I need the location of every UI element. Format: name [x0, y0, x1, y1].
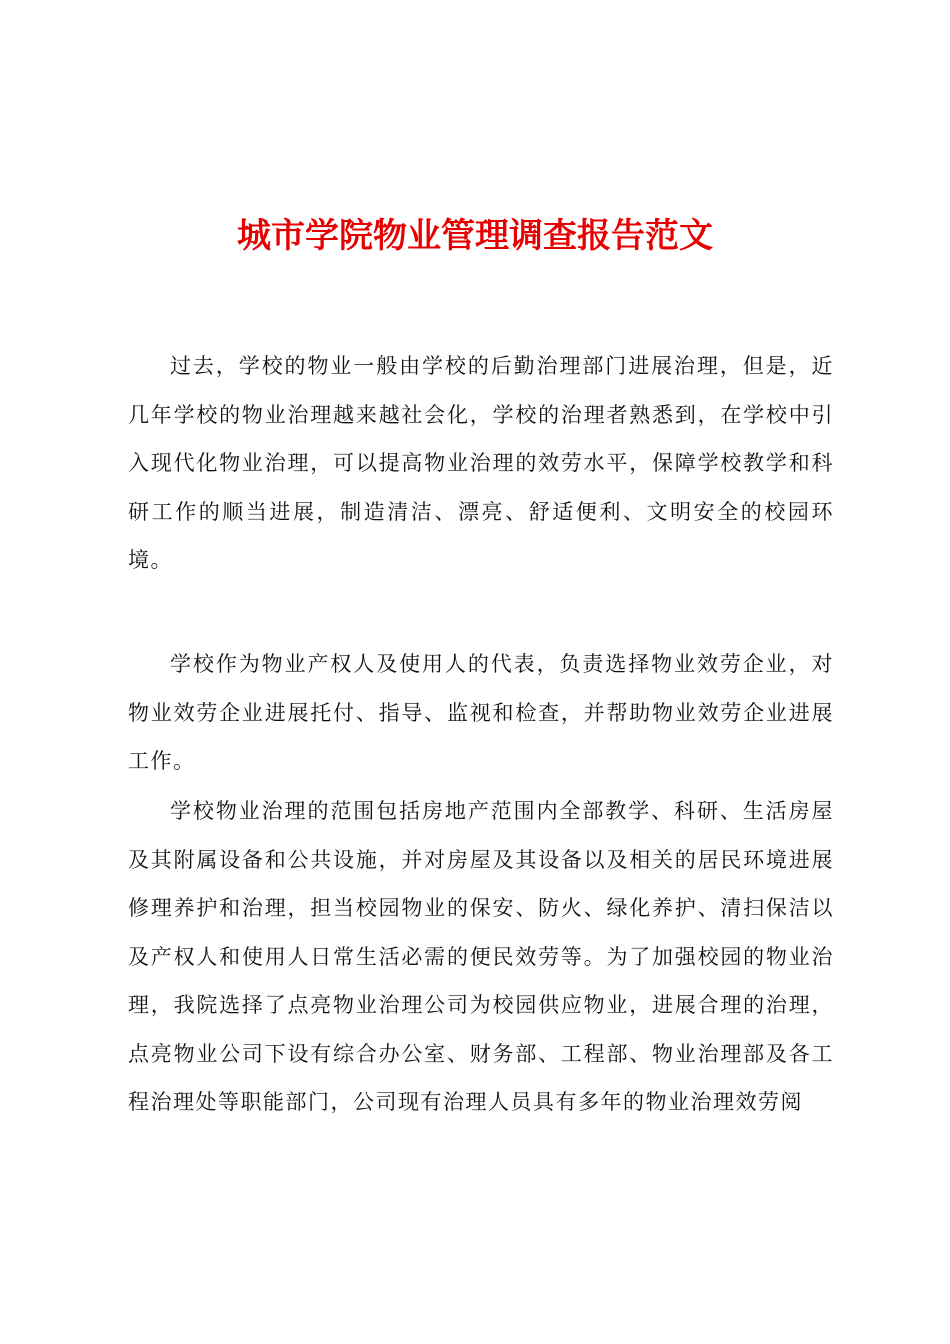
document-title: 城市学院物业管理调查报告范文: [237, 216, 713, 256]
paragraph-management-scope: 学校物业治理的范围包括房地产范围内全部教学、科研、生活房屋及其附属设备和公共设施，并对房屋及其设备以及相关的居民环境进展修理养护和治理，担当校园物业的保安、防火、绿化养护、清扫保洁以及产权人和使用人日常生活必需的便民效劳等。为了加强校园的物业治理，我院选择了点亮物业治理公司为校园供应物业，进展合理的治理，点亮物业公司下设有综合办公室、财务部、工程部、物业治理部及各工程治理处等职能部门，公司现有治理人员具有多年的物业治理效劳阅: [128, 799, 834, 1114]
paragraph-intro: 过去，学校的物业一般由学校的后勤治理部门进展治理，但是，近几年学校的物业治理越来越社会化，学校的治理者熟悉到，在学校中引入现代化物业治理，可以提高物业治理的效劳水平，保障学校教学和科研工作的顺当进展，制造清洁、漂亮、舒适便利、文明安全的校园环境。: [128, 354, 834, 572]
paragraph-school-role: 学校作为物业产权人及使用人的代表，负责选择物业效劳企业，对物业效劳企业进展托付、指导、监视和检查，并帮助物业效劳企业进展工作。: [128, 652, 834, 773]
